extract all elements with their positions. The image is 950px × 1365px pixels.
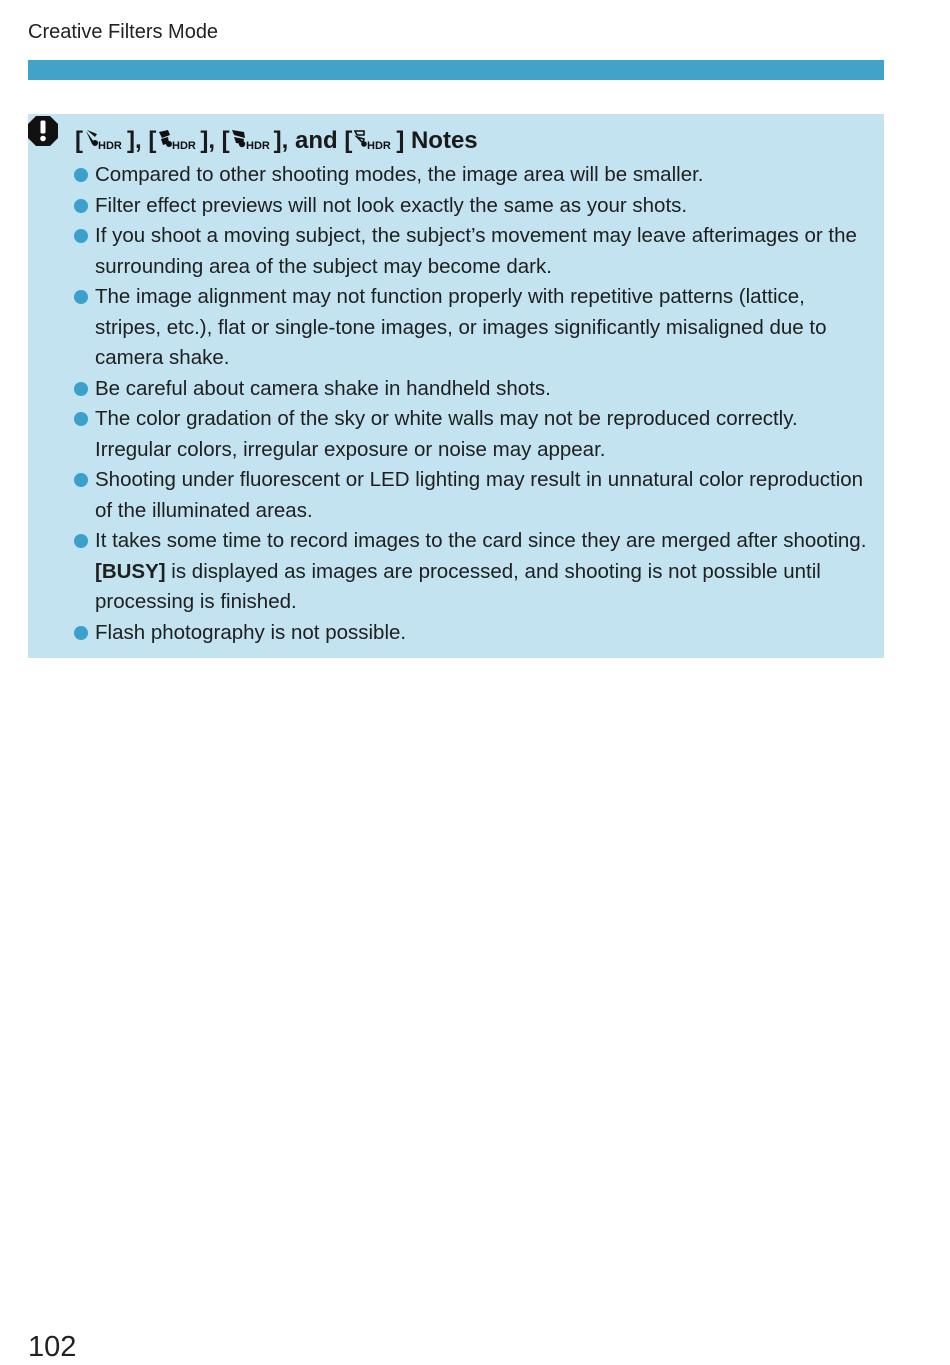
bullet-dot [74, 534, 88, 548]
list-item [73, 160, 873, 191]
list-item [73, 221, 873, 282]
note-text [95, 529, 866, 613]
section-title: Creative Filters Mode [28, 21, 219, 43]
hdr-badge-text: HDR [367, 140, 392, 152]
list-item [73, 191, 873, 222]
hdr-art-embossed-icon [352, 126, 396, 152]
heading-bracket: [ [75, 127, 83, 154]
heading-notes-label: ] Notes [396, 127, 478, 154]
notes-list [73, 160, 873, 648]
note-text: The image alignment may not function properly with repetitive patterns (lattice, stripes, etc.), flat or single-tone images, or images significantly misaligned due to camera shake. [95, 285, 827, 369]
hdr-badge-text: HDR [245, 140, 270, 152]
hdr-art-bold-icon [230, 126, 274, 152]
bullet-dot [74, 473, 88, 487]
page-number: 102 [28, 1331, 77, 1363]
hdr-art-vivid-icon [156, 126, 200, 152]
note-text-after: is displayed as images are processed, and shooting is not possible until processing is finished. [95, 559, 821, 613]
list-item [73, 465, 873, 526]
bullet-dot [74, 382, 88, 396]
heading-separator: ], [ [127, 127, 157, 154]
caution-icon [28, 116, 58, 146]
bullet-dot [74, 199, 88, 213]
section-header-bar [28, 60, 884, 80]
busy-indicator-label: [BUSY] [95, 559, 166, 583]
bullet-dot [74, 290, 88, 304]
list-item [73, 374, 873, 405]
hdr-badge-text: HDR [98, 140, 122, 152]
notes-heading [75, 126, 478, 155]
hdr-badge-text: HDR [172, 140, 197, 152]
list-item [73, 618, 873, 649]
bullet-dot [74, 168, 88, 182]
notes-panel [28, 114, 884, 658]
list-item [73, 526, 873, 618]
note-text: Filter effect previews will not look exactly the same as your shots. [95, 193, 688, 217]
bullet-dot [74, 229, 88, 243]
note-text: Be careful about camera shake in handheld shots. [95, 376, 551, 400]
note-text: Flash photography is not possible. [95, 620, 407, 644]
note-text: Shooting under fluorescent or LED lighting may result in unnatural color reproduction of the illuminated areas. [95, 468, 864, 522]
bullet-dot [74, 626, 88, 640]
hdr-art-standard-icon [83, 126, 127, 152]
list-item [73, 282, 873, 374]
heading-separator: ], and [ [273, 127, 353, 154]
bullet-dot [74, 412, 88, 426]
heading-separator: ], [ [200, 127, 230, 154]
note-text-before: It takes some time to record images to the card since they are merged after shooting. [95, 529, 867, 552]
list-item [73, 404, 873, 465]
note-text: The color gradation of the sky or white walls may not be reproduced correctly. Irregular colors, irregular exposure or noise may appear. [95, 407, 798, 461]
note-text: Compared to other shooting modes, the image area will be smaller. [95, 163, 704, 186]
note-text: If you shoot a moving subject, the subject’s movement may leave afterimages or the surrounding area of the subject may become dark. [95, 224, 857, 278]
